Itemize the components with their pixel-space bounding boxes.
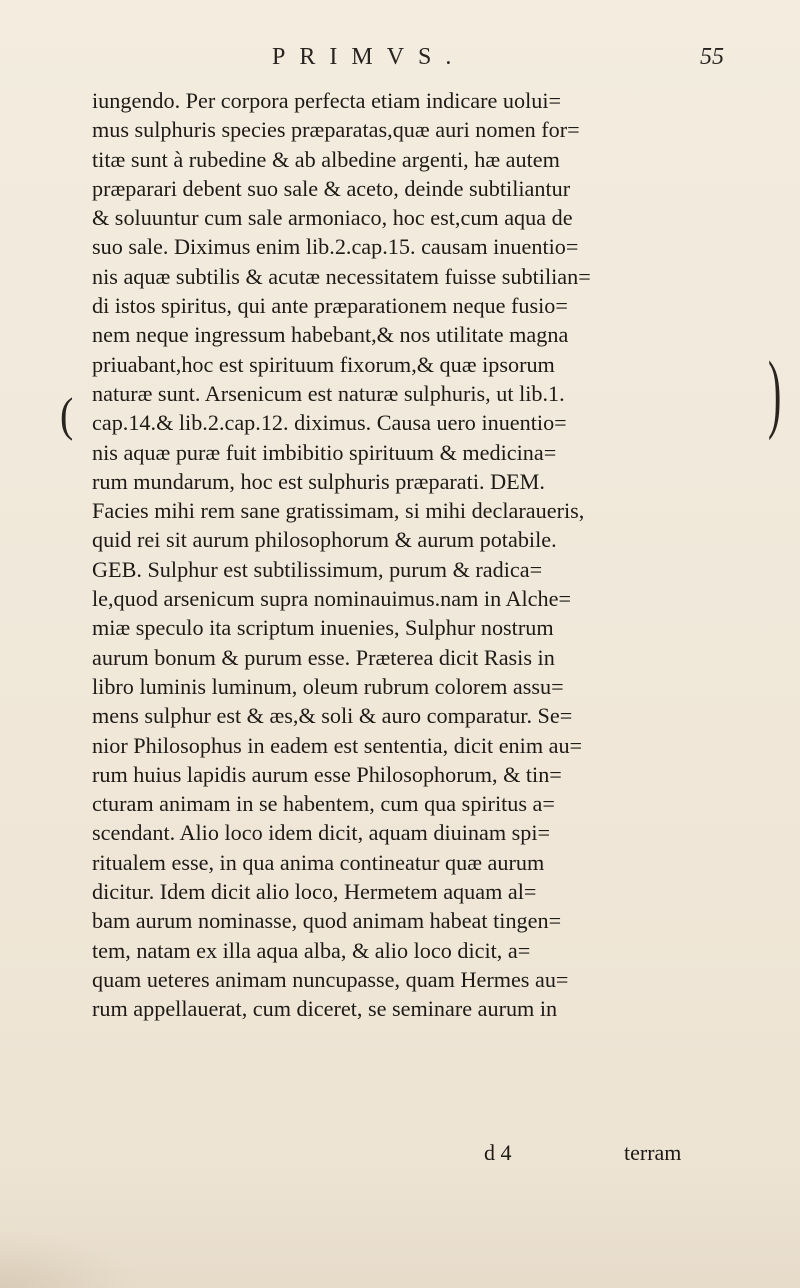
text-line: bam aurum nominasse, quod animam habeat tingen=: [92, 908, 562, 934]
text-line: mus sulphuris species præparatas,quæ auri nomen for=: [92, 117, 580, 143]
text-line: cap.14.& lib.2.cap.12. diximus. Causa uero inuentio=: [92, 410, 567, 436]
text-line: titæ sunt à rubedine & ab albedine argenti, hæ autem: [92, 146, 560, 172]
signature-mark: d 4: [484, 1140, 512, 1165]
text-line: aurum bonum & purum esse. Præterea dicit Rasis in: [92, 644, 555, 670]
text-line: nior Philosophus in eadem est sententia, dicit enim au=: [92, 732, 583, 758]
text-line: miæ speculo ita scriptum inuenies, Sulphur nostrum: [92, 615, 554, 641]
text-line: naturæ sunt. Arsenicum est naturæ sulphuris, ut lib.1.: [92, 380, 565, 406]
text-line: cturam animam in se habentem, cum qua spiritus a=: [92, 791, 555, 817]
text-line: præparari debent suo sale & aceto, deinde subtiliantur: [92, 175, 571, 201]
margin-bracket-right: ): [768, 342, 782, 442]
catchword-line: [0, 1140, 800, 1170]
paper-stain: [0, 1230, 140, 1288]
text-line: scendant. Alio loco idem dicit, aquam diuinam spi=: [92, 820, 551, 846]
running-title: PRIMVS.: [272, 44, 466, 70]
text-line: iungendo. Per corpora perfecta etiam indicare uolui=: [92, 88, 562, 113]
text-line: rum huius lapidis aurum esse Philosophorum, & tin=: [92, 761, 562, 787]
text-line: nis aquæ subtilis & acutæ necessitatem fuisse subtilian=: [92, 263, 591, 289]
text-line: quam ueteres animam nuncupasse, quam Hermes au=: [92, 966, 569, 992]
text-line: tem, natam ex illa aqua alba, & alio loco dicit, a=: [92, 937, 531, 963]
text-line: mens sulphur est & æs,& soli & auro comparatur. Se=: [92, 703, 573, 729]
body-text: [92, 86, 712, 1024]
text-line: nis aquæ puræ fuit imbibitio spirituum & medicina=: [92, 439, 557, 465]
text-line: Facies mihi rem sane gratissimam, si mihi declaraueris,: [92, 498, 585, 524]
text-line: libro luminis luminum, oleum rubrum colorem assu=: [92, 673, 564, 699]
text-line: rum appellauerat, cum diceret, se seminare aurum in: [92, 996, 558, 1022]
page-number: 55: [700, 44, 724, 70]
text-line: GEB. Sulphur est subtilissimum, purum & radica=: [92, 556, 543, 582]
text-line: priuabant,hoc est spirituum fixorum,& quæ ipsorum: [92, 351, 555, 377]
text-line: di istos spiritus, qui ante præparationem neque fusio=: [92, 293, 568, 319]
text-line: rum mundarum, hoc est sulphuris præparati. DEM.: [92, 468, 545, 494]
text-line: le,quod arsenicum supra nominauimus.nam in Alche=: [92, 586, 571, 612]
margin-bracket-left: (: [60, 387, 74, 442]
catchword: terram: [624, 1140, 682, 1165]
text-line: ritualem esse, in qua anima contineatur quæ aurum: [92, 849, 545, 875]
text-line: quid rei sit aurum philosophorum & aurum potabile.: [92, 527, 557, 553]
text-line: dicitur. Idem dicit alio loco, Hermetem aquam al=: [92, 879, 537, 905]
text-line: suo sale. Diximus enim lib.2.cap.15. causam inuentio=: [92, 234, 579, 260]
running-head: [0, 40, 800, 80]
text-line: nem neque ingressum habebant,& nos utilitate magna: [92, 322, 569, 348]
text-line: & soluuntur cum sale armoniaco, hoc est,cum aqua de: [92, 205, 573, 231]
